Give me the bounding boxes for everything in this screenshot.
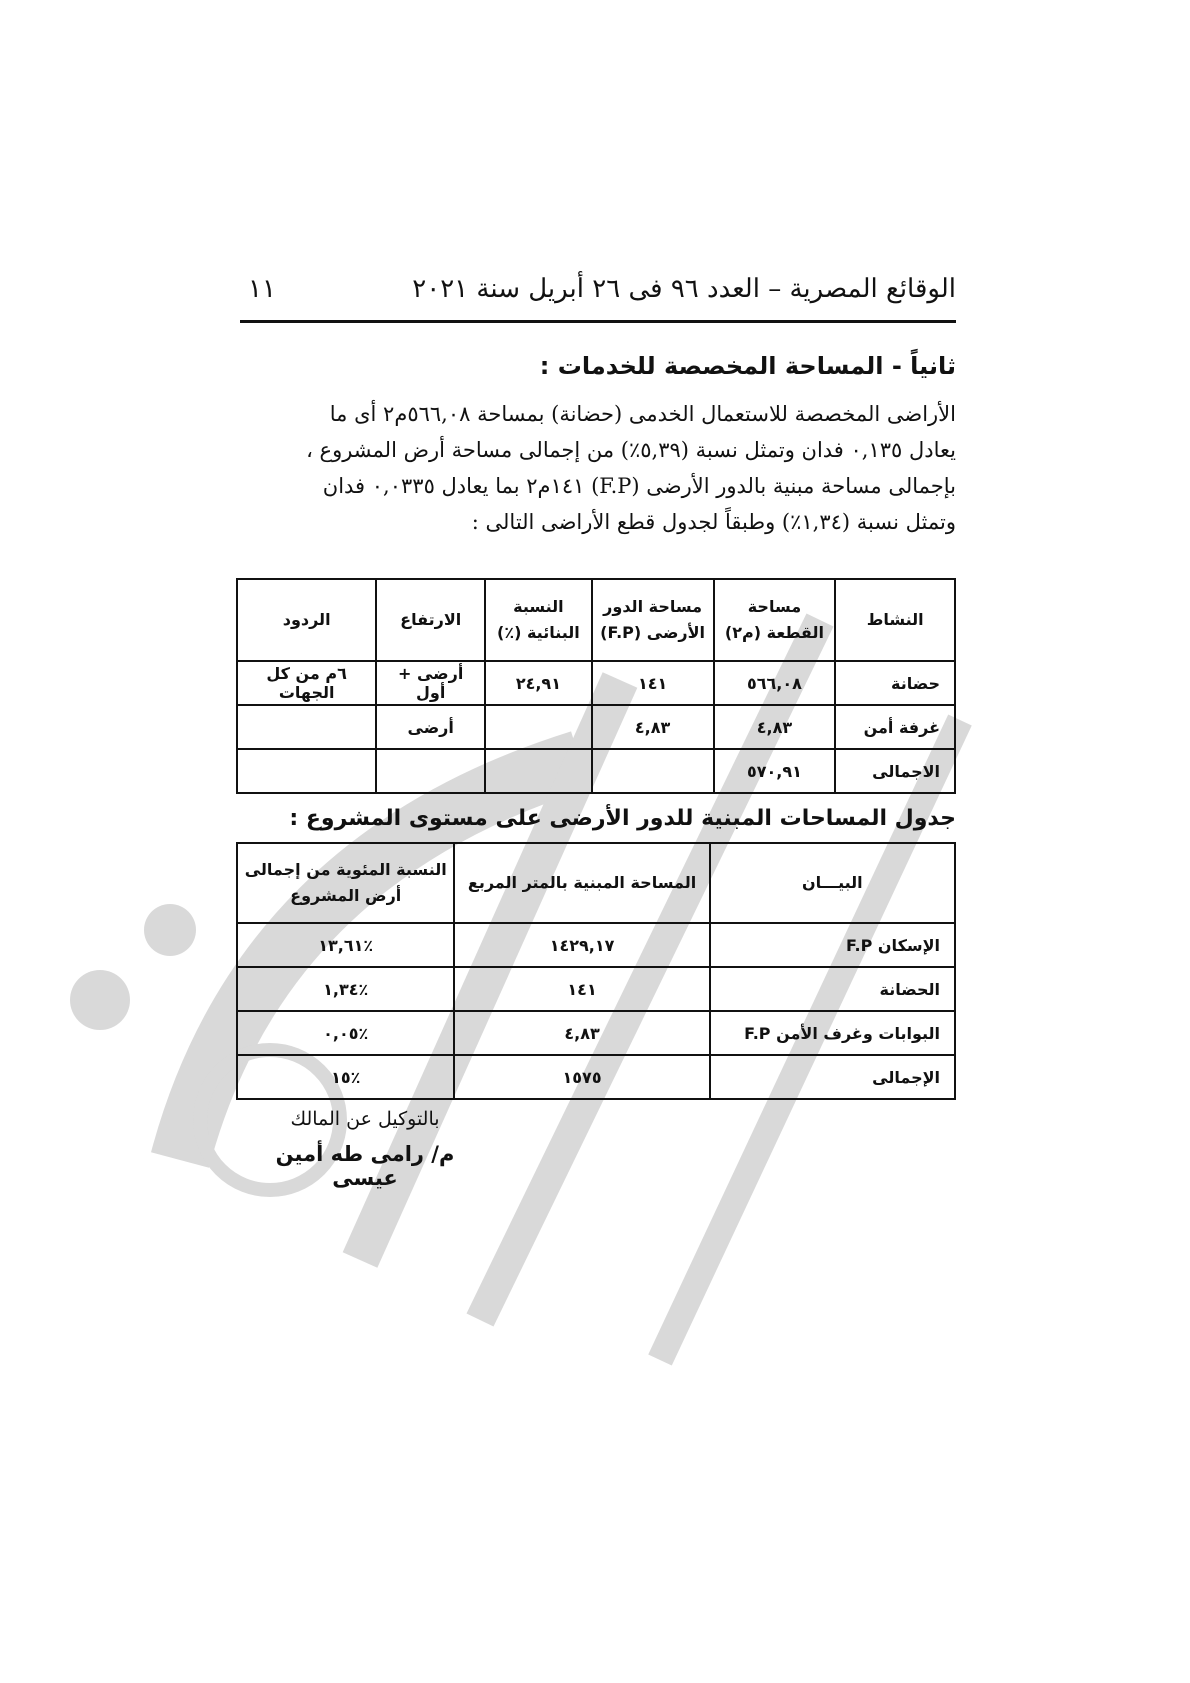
page-number: ١١: [248, 274, 276, 304]
table-cell: ١٤٢٩,١٧: [454, 923, 709, 967]
table-row: [237, 923, 955, 967]
table-cell: ١٥٧٥: [454, 1055, 709, 1099]
table-cell: ٥٧٠,٩١: [714, 749, 836, 793]
table-cell: البوابات وغرف الأمن F.P: [710, 1011, 955, 1055]
table-cell: الاجمالى: [835, 749, 955, 793]
table-cell: [592, 749, 714, 793]
column-header: النسبة المئوية من إجمالى أرض المشروع: [237, 843, 454, 923]
paragraph-line: وتمثل نسبة (١,٣٤٪) وطبقاً لجدول قطع الأراضى التالى :: [471, 510, 956, 534]
paragraph-line: الأراضى المخصصة للاستعمال الخدمى (حضانة) بمساحة ٥٦٦,٠٨م٢ أى ما: [329, 402, 956, 426]
paragraph-line: بإجمالى مساحة مبنية بالدور الأرضى (F.P) ١٤١م٢ بما يعادل ٠,٠٣٣٥ فدان: [322, 474, 956, 498]
table-row: [237, 1011, 955, 1055]
built-areas-table: [236, 842, 956, 1100]
table-row: [237, 967, 955, 1011]
table-header-row: [237, 579, 955, 661]
table-cell: ٪١,٣٤: [237, 967, 454, 1011]
column-header: مساحة القطعة (م٢): [714, 579, 836, 661]
section-paragraph: [234, 396, 956, 540]
table-cell: ١٤١: [592, 661, 714, 705]
table-cell: الإسكان F.P: [710, 923, 955, 967]
table-cell: ١٤١: [454, 967, 709, 1011]
table-cell: ٪١٥: [237, 1055, 454, 1099]
page-header: [240, 274, 956, 323]
table-cell: ٥٦٦,٠٨: [714, 661, 836, 705]
table-cell: [485, 749, 592, 793]
header-title: الوقائع المصرية – العدد ٩٦ فى ٢٦ أبريل سنة ٢٠٢١: [412, 274, 956, 304]
section-heading: ثانياً - المساحة المخصصة للخدمات :: [539, 352, 956, 380]
table-cell: ٤,٨٣: [714, 705, 836, 749]
table-cell: ٪٠,٠٥: [237, 1011, 454, 1055]
table-row: [237, 661, 955, 705]
table-cell: [237, 749, 376, 793]
signature-label: بالتوكيل عن المالك: [290, 1108, 440, 1130]
table-cell: أرضى: [376, 705, 485, 749]
table-cell: ٤,٨٣: [454, 1011, 709, 1055]
land-plots-table: [236, 578, 956, 794]
table-row: [237, 749, 955, 793]
table-cell: ٤,٨٣: [592, 705, 714, 749]
table-cell: أرضى + أول: [376, 661, 485, 705]
table-row: [237, 1055, 955, 1099]
column-header: الارتفاع: [376, 579, 485, 661]
column-header: النشاط: [835, 579, 955, 661]
table-cell: غرفة أمن: [835, 705, 955, 749]
table-header-row: [237, 843, 955, 923]
table-cell: حضانة: [835, 661, 955, 705]
signature-block: [240, 1108, 490, 1190]
built-areas-heading: جدول المساحات المبنية للدور الأرضى على مستوى المشروع :: [289, 806, 956, 831]
table-row: [237, 705, 955, 749]
table-cell: [485, 705, 592, 749]
table-cell: الإجمالى: [710, 1055, 955, 1099]
table-cell: الحضانة: [710, 967, 955, 1011]
column-header: البيـــان: [710, 843, 955, 923]
signature-name: م/ رامى طه أمين عيسى: [275, 1142, 455, 1190]
table-cell: [376, 749, 485, 793]
column-header: الردود: [237, 579, 376, 661]
table-cell: ٦م من كل الجهات: [237, 661, 376, 705]
column-header: النسبة البنائية (٪): [485, 579, 592, 661]
column-header: مساحة الدور الأرضى (F.P): [592, 579, 714, 661]
paragraph-line: يعادل ٠,١٣٥ فدان وتمثل نسبة (٥,٣٩٪) من إجمالى مساحة أرض المشروع ،: [306, 438, 956, 462]
column-header: المساحة المبنية بالمتر المربع: [454, 843, 709, 923]
table-cell: ٪١٣,٦١: [237, 923, 454, 967]
table-cell: ٢٤,٩١: [485, 661, 592, 705]
table-cell: [237, 705, 376, 749]
